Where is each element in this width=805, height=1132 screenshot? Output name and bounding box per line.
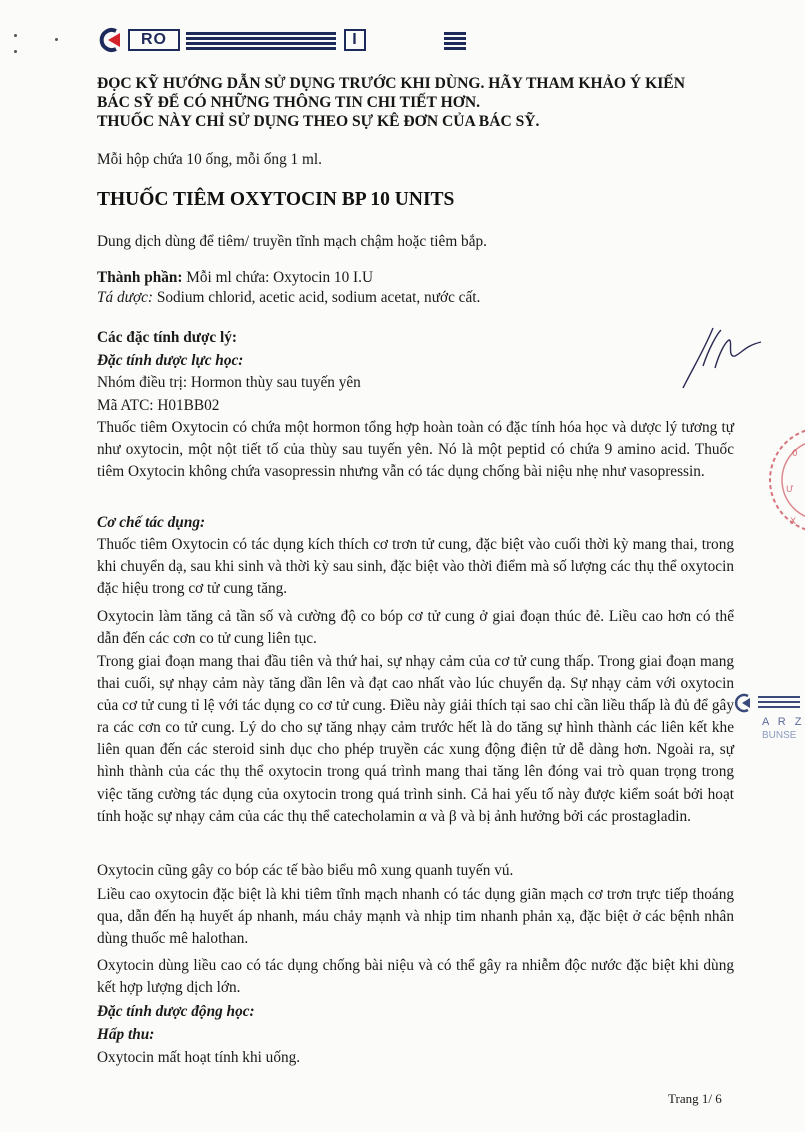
composition-label: Thành phần: (97, 269, 183, 286)
route-of-administration: Dung dịch dùng để tiêm/ truyền tĩnh mạch chậm hoặc tiêm bắp. (97, 233, 487, 250)
svg-text:Ư: Ư (786, 485, 794, 495)
svg-text:0: 0 (792, 449, 798, 459)
paragraph-mechanism-3: Trong giai đoạn mang thai đầu tiên và thứ hai, sự nhạy cảm của cơ tử cung thấp. Trong giai đoạn mang thai cuối, sự nhạy cảm này tăng dần lên và đạt cao nhất vào lúc chuyển dạ. Sự nhạy cảm với oxytocin của cơ tử cung tỉ lệ với tác dụng co cơ tử cung. Điều này giải thích tại sao chỉ cần liều thấp là đủ để gây ra các cơn co tử cung. Lý do cho sự tăng nhạy cảm trước hết là do tăng sự hình thành các liên kết khe liên quan đến các steroid sinh dục cho phép truyền các xung động điện tử dễ dàng hơn. Ngoài ra, sự hình thành của các thụ thể oxytocin trong quá trình mang thai tăng lên đóng vai trò quan trọng trong việc tăng cường tác dụng của oxytocin trong quá trình sinh. Cả hai yếu tố này được kiểm soát bởi hoạt tính hoặc sự nhạy cảm của các thụ thể catecholamin α và β và bị ảnh hưởng bởi các prostagladin. (97, 653, 734, 825)
package-info: Mỗi hộp chứa 10 ống, mỗi ống 1 ml. (97, 151, 322, 168)
composition-line (97, 267, 373, 289)
stamp-text-1: A R Z (762, 716, 805, 728)
paragraph-mammary: Oxytocin cũng gây co bóp các tế bào biểu mô xung quanh tuyến vú. (97, 862, 514, 879)
therapeutic-group: Nhóm điều trị: Hormon thùy sau tuyến yên (97, 374, 361, 391)
document-title: THUỐC TIÊM OXYTOCIN BP 10 UNITS (97, 189, 455, 210)
paragraph-antidiuretic: Oxytocin dùng liều cao có tác dụng chống bài niệu và có thể gây ra nhiễm độc nước đặc biệt khi dùng kết hợp lượng dịch lớn. (97, 957, 734, 997)
warning-line-3: THUỐC NÀY CHỈ SỬ DỤNG THEO SỰ KÊ ĐƠN CỦA BÁC SỸ. (97, 113, 540, 130)
stamp-logo-icon (732, 690, 800, 718)
paragraph-mechanism-1: Thuốc tiêm Oxytocin có tác dụng kích thích cơ trơn tử cung, đặc biệt vào cuối thời kỳ mang thai, trong khi chuyển dạ, sau khi sinh và thời kỳ sau sinh, đặc biệt vào thời điểm mà số lượng các thụ thể oxytocin đặc hiệu trong cơ tử cung tăng. (97, 536, 734, 598)
svg-text:X: X (790, 517, 797, 527)
mechanism-heading: Cơ chế tác dụng: (97, 514, 206, 531)
atc-code: Mã ATC: H01BB02 (97, 397, 220, 414)
pharmacodynamics-heading: Đặc tính dược lực học: (97, 352, 244, 369)
absorption-heading: Hấp thu: (97, 1026, 155, 1043)
logo-stripes-icon (266, 32, 466, 50)
pharmacokinetics-heading: Đặc tính dược động học: (97, 1003, 255, 1020)
logo-text-box-2: I (344, 29, 366, 51)
paragraph-description: Thuốc tiêm Oxytocin có chứa một hormon tổng hợp hoàn toàn có đặc tính hóa học và dược lý tương tự như oxytocin, một nột tiết tố của thùy sau tuyến yên. Nó là một peptid có chứa 9 amino acid. Thuốc tiêm Oxytocin không chứa vasopressin nhưng vẫn có tác dụng chống bài niệu nhẹ như vasopressin. (97, 419, 734, 481)
stamp-text-2: BUNSE (762, 730, 797, 741)
logo-mark-icon (96, 26, 124, 54)
composition-value: Mỗi ml chứa: Oxytocin 10 I.U (182, 269, 374, 286)
pharmacology-heading: Các đặc tính dược lý: (97, 329, 238, 346)
excipient-label: Tá dược: (97, 289, 154, 306)
excipient-value: Sodium chlorid, acetic acid, sodium acetat, nước cất. (153, 289, 481, 306)
page-number: Trang 1/ 6 (668, 1091, 722, 1106)
paragraph-high-dose: Liều cao oxytocin đặc biệt là khi tiêm tĩnh mạch nhanh có tác dụng giãn mạch cơ trơn trực tiếp thoáng qua, dẫn đến hạ huyết áp nhanh, máu chảy mạnh và nhịp tim nhanh phản xạ, đặc biệt ở các bệnh nhân dùng thuốc mê halothan. (97, 886, 734, 948)
paragraph-mechanism-2: Oxytocin làm tăng cả tần số và cường độ co bóp cơ tử cung ở giai đoạn thúc đẻ. Liều cao hơn có thể dẫn đến các cơn co tử cung liên tục. (97, 608, 734, 648)
red-stamp-icon (762, 420, 800, 540)
signature-icon (675, 318, 765, 398)
company-logo (96, 26, 396, 54)
warning-block (97, 74, 777, 131)
warning-line-2: BÁC SỸ ĐỂ CÓ NHỮNG THÔNG TIN CHI TIẾT HƠN. (97, 94, 480, 111)
company-stamp (732, 690, 805, 750)
logo-text-box-1: RO (128, 29, 180, 51)
warning-line-1: ĐỌC KỸ HƯỚNG DẪN SỬ DỤNG TRƯỚC KHI DÙNG. HÃY THAM KHẢO Ý KIẾN (97, 75, 685, 92)
excipient-line (97, 287, 480, 309)
absorption-text: Oxytocin mất hoạt tính khi uống. (97, 1049, 301, 1066)
